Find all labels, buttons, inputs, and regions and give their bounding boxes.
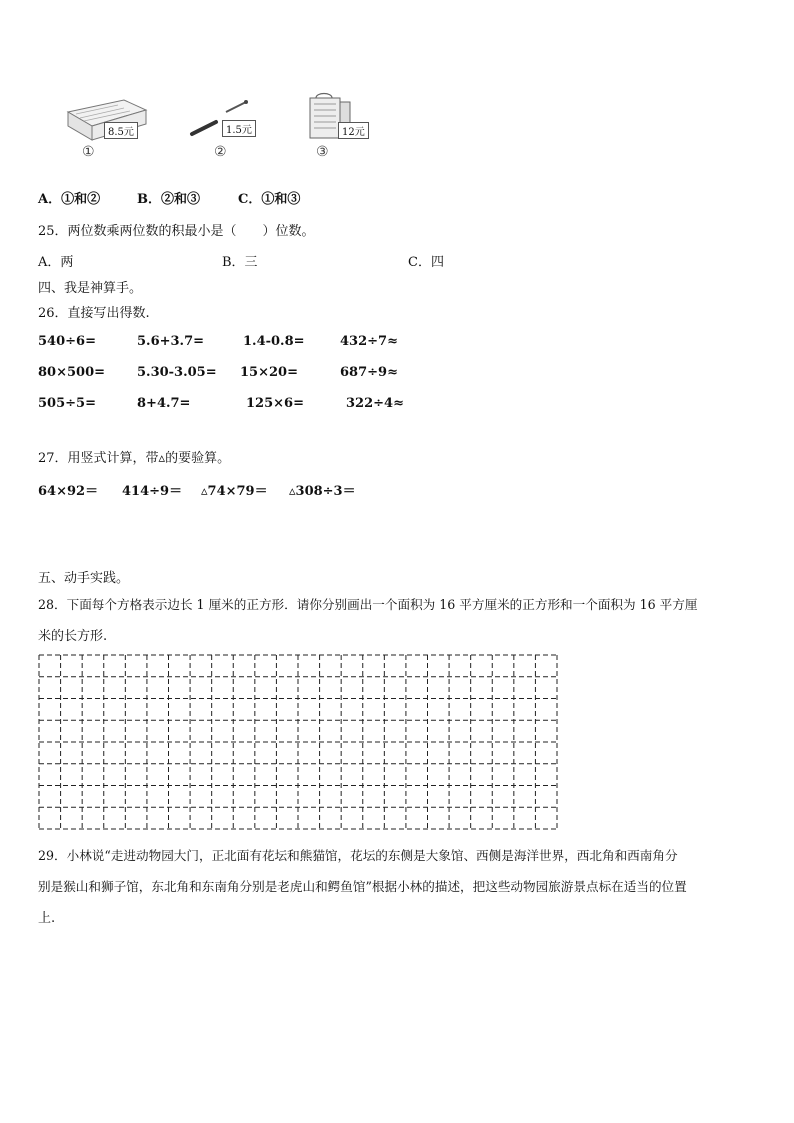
q28-text-line2: 米的长方形.	[38, 629, 108, 644]
item-number: ③	[316, 144, 329, 160]
section-heading-4: 四、我是神算手。	[38, 281, 143, 296]
q27-item: 414÷9＝	[122, 484, 183, 499]
q27-item: ▵308÷3＝	[289, 484, 356, 499]
q26-cell: 505÷5=	[38, 396, 96, 411]
item-2	[188, 92, 278, 167]
q26-cell: 80×500=	[38, 365, 106, 380]
section-heading-5: 五、动手实践。	[38, 571, 130, 586]
q27-item: 64×92＝	[38, 484, 99, 499]
q27-item: ▵74×79＝	[201, 484, 268, 499]
q25-question: 25．两位数乘两位数的积最小是（ ）位数。	[38, 224, 315, 239]
q26-title: 26．直接写出得数.	[38, 306, 150, 321]
q24-option-c: C．①和③	[238, 192, 301, 207]
price-tag: 1.5元	[222, 120, 256, 137]
q29-text-line1: 29．小林说“走进动物园大门，正北面有花坛和熊猫馆，花坛的东侧是大象馆、西侧是海洋世界，西北角和西南角分	[38, 848, 678, 863]
item-1	[62, 92, 152, 167]
q26-cell: 5.6+3.7=	[137, 334, 205, 349]
q24-option-b: B．②和③	[137, 192, 200, 207]
price-tag: 12元	[338, 122, 369, 139]
q25-option-c: C．四	[408, 255, 444, 270]
q27-title: 27．用竖式计算，带▵的要验算。	[38, 451, 231, 466]
q28-text-line1: 28．下面每个方格表示边长 1 厘米的正方形．请你分别画出一个面积为 16 平方厘米的正方形和一个面积为 16 平方厘	[38, 597, 698, 612]
q26-cell: 432÷7≈	[340, 334, 398, 349]
q26-cell: 322÷4≈	[346, 396, 404, 411]
q25-option-a: A．两	[38, 255, 74, 270]
q26-cell: 687÷9≈	[340, 365, 398, 380]
q24-option-a: A．①和②	[38, 192, 101, 207]
q26-cell: 8+4.7=	[137, 396, 191, 411]
q26-cell: 5.30-3.05=	[137, 365, 217, 380]
dashed-square-grid[interactable]	[38, 654, 558, 830]
item-number: ①	[82, 144, 95, 160]
q29-text-line2: 别是猴山和狮子馆，东北角和东南角分别是老虎山和鳄鱼馆”根据小林的描述，把这些动物园旅游景点标在适当的位置	[38, 879, 687, 894]
q26-cell: 1.4-0.8=	[243, 334, 305, 349]
item-number: ②	[214, 144, 227, 160]
q26-cell: 15×20=	[240, 365, 298, 380]
q26-cell: 125×6=	[246, 396, 304, 411]
q26-cell: 540÷6=	[38, 334, 96, 349]
price-tag: 8.5元	[104, 122, 138, 139]
q29-text-line3: 上.	[38, 911, 56, 926]
item-3	[304, 92, 394, 167]
q25-option-b: B．三	[222, 255, 258, 270]
